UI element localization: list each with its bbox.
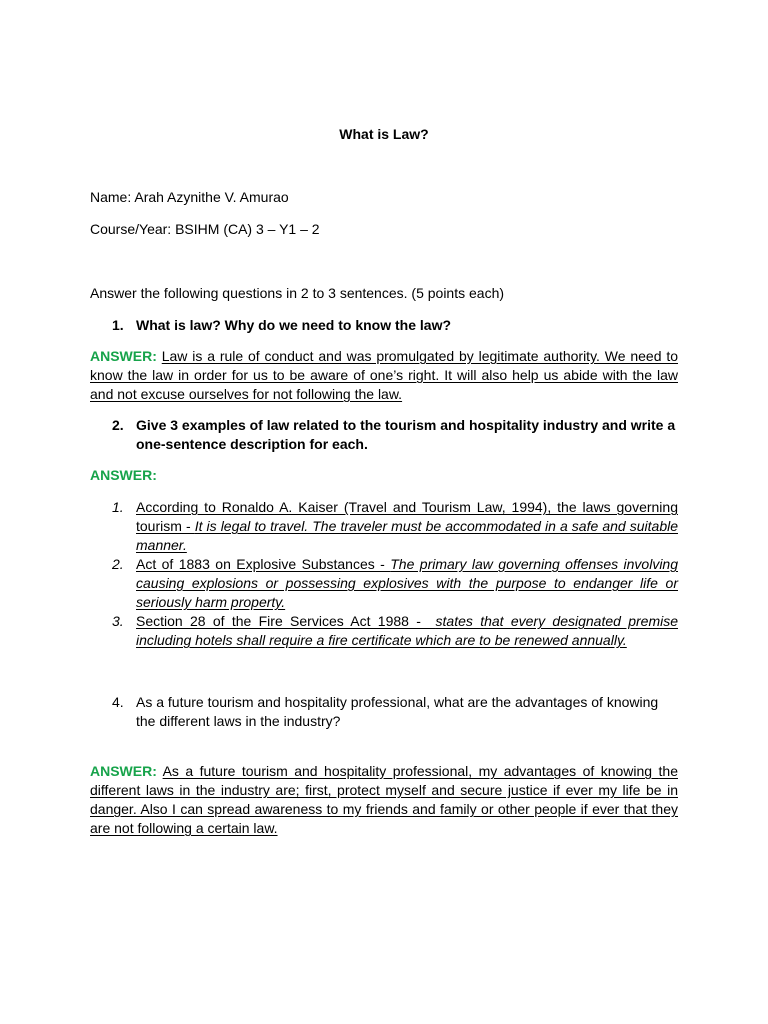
law-description: states that every designated premise including hotels shall require a fire certificate which are to be renewed annually.: [136, 613, 679, 648]
answer-label: ANSWER:: [90, 763, 157, 779]
law-description: The primary law governing offenses involving causing explosions or possessing explosives with the purpose to endanger life or seriously harm property.: [136, 556, 678, 610]
instructions: Answer the following questions in 2 to 3 sentences. (5 points each): [90, 285, 505, 301]
question-1: [112, 316, 452, 335]
list-marker: 2.: [112, 556, 124, 572]
question-number: 4.: [112, 694, 124, 710]
answer-2-heading: [90, 466, 157, 485]
name-line: Name: Arah Azynithe V. Amurao: [90, 189, 289, 205]
question-text: As a future tourism and hospitality professional, what are the advantages of knowing the different laws in the industry?: [136, 694, 659, 729]
list-item: [112, 498, 678, 555]
law-examples-list: [112, 498, 678, 650]
question-number: 2.: [112, 417, 124, 433]
answer-1: [90, 347, 678, 404]
answer-4: [90, 762, 678, 838]
page-title: What is Law?: [339, 126, 429, 142]
law-description: It is legal to travel. The traveler must be accommodated in a safe and suitable manner.: [136, 518, 678, 553]
list-item: [112, 612, 678, 650]
question-text: Give 3 examples of law related to the tourism and hospitality industry and write a one-sentence description for each.: [136, 417, 676, 452]
question-4: [112, 693, 659, 729]
list-item: [112, 555, 678, 612]
law-name: Section 28 of the Fire Services Act 1988 -: [136, 613, 436, 629]
answer-label: ANSWER:: [90, 467, 157, 483]
question-text: What is law? Why do we need to know the law?: [136, 317, 452, 333]
answer-label: ANSWER:: [90, 348, 157, 364]
answer-text: As a future tourism and hospitality professional, my advantages of knowing the different laws in the industry are; first, protect myself and secure justice if ever my life be in danger. Also I can spread awareness to my friends and family or other people if ever that they are not following a certain law.: [90, 763, 678, 836]
question-2: [112, 416, 676, 452]
law-name: Act of 1883 on Explosive Substances -: [136, 556, 391, 572]
list-marker: 1.: [112, 499, 124, 515]
question-number: 1.: [112, 317, 124, 333]
course-line: Course/Year: BSIHM (CA) 3 – Y1 – 2: [90, 221, 320, 237]
answer-text: Law is a rule of conduct and was promulgated by legitimate authority. We need to know the law in order for us to be aware of one’s right. It will also help us abide with the law and not excuse ourselves for not following the law.: [90, 348, 678, 402]
law-name: According to Ronaldo A. Kaiser (Travel and Tourism Law, 1994), the laws governing tourism -: [136, 499, 678, 534]
list-marker: 3.: [112, 613, 124, 629]
